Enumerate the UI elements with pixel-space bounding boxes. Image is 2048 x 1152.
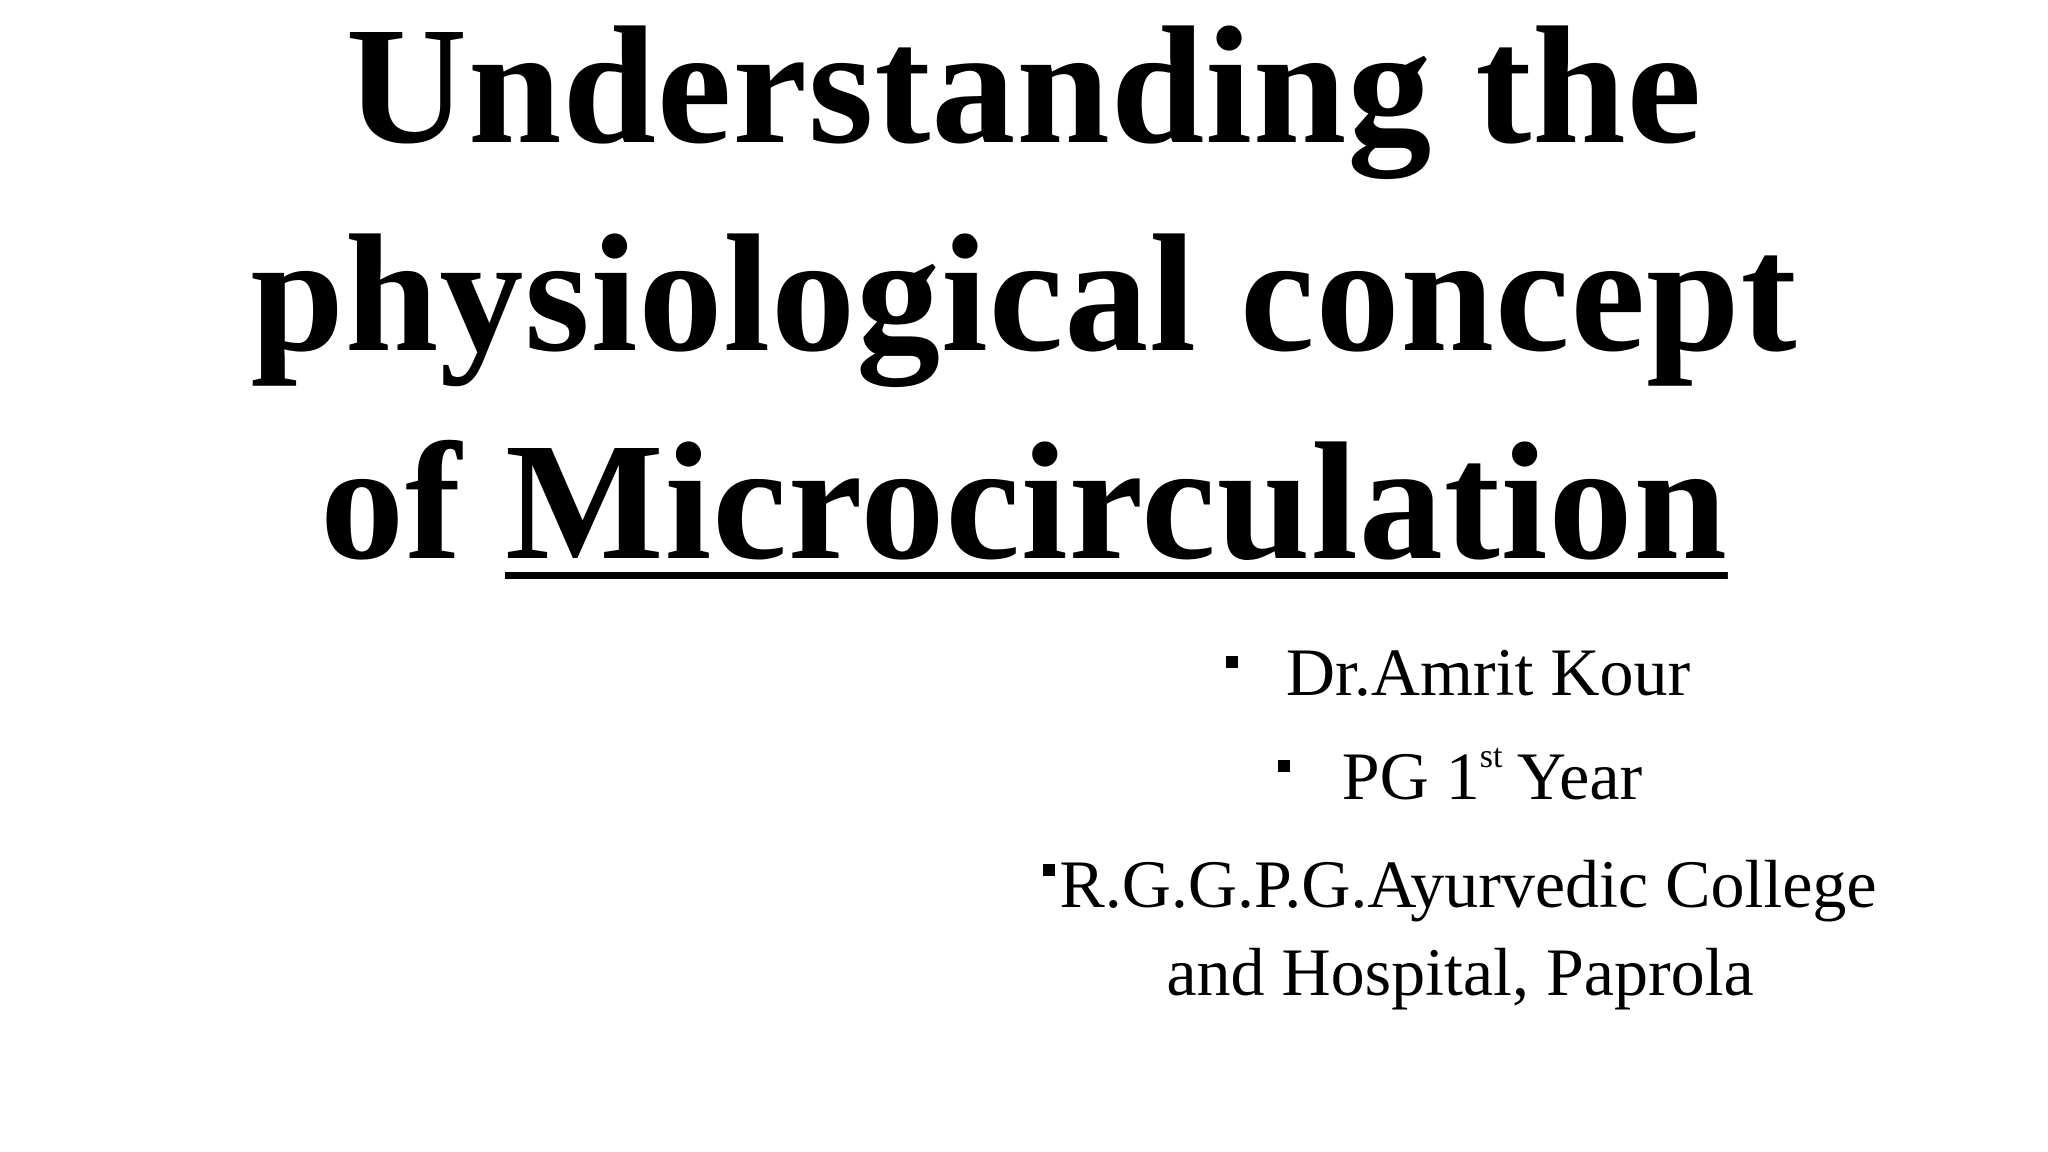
title-line-2: physiological concept — [250, 201, 1798, 387]
title-emphasis-microcirculation: Microcirculation — [505, 409, 1728, 595]
presenter-info-list — [960, 632, 1960, 1016]
title-line-3-prefix: of — [320, 409, 506, 595]
presenter-year-item — [960, 736, 1960, 816]
presenter-institution-item — [960, 840, 1960, 1016]
institution-line-1: R.G.G.P.G.Ayurvedic College — [1059, 846, 1877, 922]
square-bullet-icon — [1278, 760, 1290, 772]
presenter-year-superscript: st — [1479, 738, 1503, 776]
institution-line-2: and Hospital, Paprola — [1166, 934, 1754, 1010]
presenter-name: Dr.Amrit Kour — [1285, 634, 1691, 710]
square-bullet-icon — [1226, 656, 1238, 668]
presenter-year-prefix: PG 1 — [1341, 738, 1480, 814]
square-bullet-icon — [1043, 864, 1055, 876]
title-line-1: Understanding the — [345, 0, 1703, 179]
presenter-name-item — [956, 632, 1960, 712]
title-line-3 — [0, 398, 2048, 606]
presenter-year-suffix: Year — [1502, 738, 1643, 814]
